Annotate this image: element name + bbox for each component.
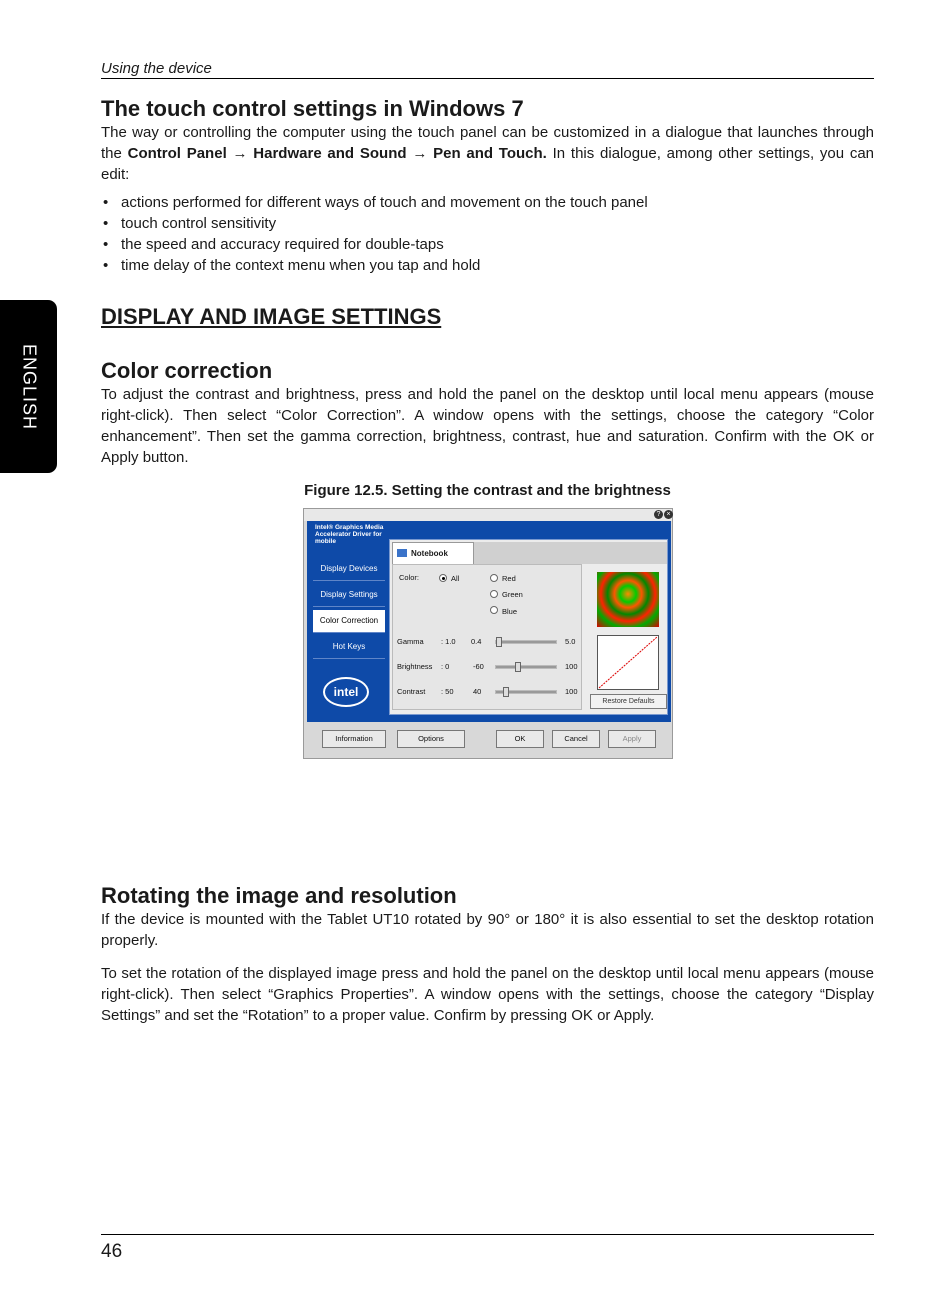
brightness-max: 100 bbox=[565, 662, 578, 671]
touch-settings-body bbox=[101, 122, 874, 276]
gamma-curve-graph bbox=[597, 635, 659, 690]
radio-green bbox=[490, 590, 498, 598]
color-settings-area bbox=[392, 564, 582, 710]
path-hardware-sound: Hardware and Sound bbox=[253, 145, 407, 162]
radio-red bbox=[490, 574, 498, 582]
nav-hot-keys: Hot Keys bbox=[313, 636, 385, 659]
dialog-main-area bbox=[307, 521, 671, 722]
list-item: • time delay of the context menu when you tap and hold bbox=[101, 255, 874, 276]
color-preview-image bbox=[597, 572, 659, 627]
radio-red-label: Red bbox=[502, 574, 516, 583]
language-tab-label: ENGLISH bbox=[19, 343, 39, 430]
radio-green-label: Green bbox=[502, 590, 523, 599]
arrow-1: → bbox=[232, 145, 248, 162]
color-correction-paragraph: To adjust the contrast and brightness, press and hold the panel on the desktop until local menu appears (mouse right-click). Then select “Color Correction”. A window opens with the settings, choose the category “Color enhancement”. Then set the gamma correction, brightness, contrast, hue and saturation. Confirm with the OK or Apply button. bbox=[101, 386, 874, 466]
help-icon: ? bbox=[654, 510, 663, 519]
radio-blue-label: Blue bbox=[502, 607, 518, 616]
running-header: Using the device bbox=[101, 60, 212, 77]
apply-button: Apply bbox=[608, 730, 656, 748]
list-item: • actions performed for different ways of touch and movement on the touch panel bbox=[101, 192, 874, 213]
contrast-min: 40 bbox=[473, 687, 482, 696]
driver-brand-text: Intel® Graphics Media Accelerator Driver for mobile bbox=[315, 524, 384, 545]
brightness-label: Brightness bbox=[397, 662, 433, 671]
rotation-body bbox=[101, 909, 874, 1026]
touch-settings-heading: The touch control settings in Windows 7 bbox=[101, 96, 524, 121]
nav-display-settings: Display Settings bbox=[313, 584, 385, 607]
footer-rule bbox=[101, 1234, 874, 1235]
radio-all-label: All bbox=[451, 574, 460, 583]
gamma-slider-track bbox=[495, 640, 557, 644]
rotation-heading: Rotating the image and resolution bbox=[101, 883, 457, 908]
touch-intro-b: In this dialogue, among other settings, you can edit: bbox=[101, 145, 875, 183]
options-button: Options bbox=[397, 730, 465, 748]
close-icon: × bbox=[664, 510, 673, 519]
language-tab bbox=[0, 300, 57, 473]
list-item: • the speed and accuracy required for double-taps bbox=[101, 234, 874, 255]
touch-options-list bbox=[101, 192, 874, 276]
cancel-button: Cancel bbox=[552, 730, 600, 748]
color-correction-heading: Color correction bbox=[101, 358, 273, 383]
path-control-panel: Control Panel bbox=[127, 145, 227, 162]
display-settings-heading: DISPLAY AND IMAGE SETTINGS bbox=[101, 304, 442, 329]
brightness-min: -60 bbox=[473, 662, 484, 671]
contrast-label: Contrast bbox=[397, 687, 426, 696]
rotation-paragraph-1: If the device is mounted with the Tablet UT10 rotated by 90° or 180° it is also essential to set the desktop rotation properly. bbox=[101, 911, 874, 949]
gamma-min: 0.4 bbox=[471, 637, 482, 646]
brightness-slider-thumb bbox=[515, 662, 521, 672]
contrast-max: 100 bbox=[565, 687, 578, 696]
rotation-paragraph-2: To set the rotation of the displayed image press and hold the panel on the desktop until local menu appears (mouse right-click). Then select “Graphics Properties”. A window opens with the settings, choose the category “Display Settings” and set the “Rotation” to a proper value. Confirm by pressing OK or Apply. bbox=[101, 965, 874, 1024]
path-pen-touch: Pen and Touch. bbox=[433, 145, 547, 162]
intel-logo: intel bbox=[323, 677, 369, 707]
restore-defaults-button: Restore Defaults bbox=[590, 694, 667, 709]
tab-strip bbox=[474, 542, 667, 564]
brightness-slider-track bbox=[495, 665, 557, 669]
radio-all bbox=[439, 574, 447, 582]
color-label: Color: bbox=[399, 573, 420, 582]
list-item: • touch control sensitivity bbox=[101, 213, 874, 234]
touch-intro-paragraph bbox=[101, 122, 874, 185]
gamma-value: : 1.0 bbox=[441, 637, 456, 646]
settings-panel bbox=[389, 539, 668, 715]
notebook-icon bbox=[397, 549, 407, 557]
nav-color-correction: Color Correction bbox=[313, 610, 385, 633]
touch-intro-a: The way or controlling the computer using the touch panel can be customized in a dialogue that launches through the bbox=[101, 124, 874, 162]
graphics-dialog-screenshot bbox=[303, 508, 673, 759]
tab-notebook-label: Notebook bbox=[411, 549, 448, 558]
ok-button: OK bbox=[496, 730, 544, 748]
tab-notebook bbox=[392, 542, 474, 564]
gamma-slider-thumb bbox=[496, 637, 502, 647]
nav-display-devices: Display Devices bbox=[313, 558, 385, 581]
dialog-titlebar bbox=[304, 509, 672, 521]
contrast-slider-thumb bbox=[503, 687, 509, 697]
brightness-value: : 0 bbox=[441, 662, 450, 671]
gamma-max: 5.0 bbox=[565, 637, 576, 646]
header-rule bbox=[101, 60, 874, 79]
radio-blue bbox=[490, 606, 498, 614]
page-number: 46 bbox=[101, 1241, 123, 1262]
figure-caption: Figure 12.5. Setting the contrast and the brightness bbox=[304, 482, 671, 499]
contrast-value: : 50 bbox=[441, 687, 454, 696]
gamma-label: Gamma bbox=[397, 637, 424, 646]
arrow-2: → bbox=[412, 145, 428, 162]
information-button: Information bbox=[322, 730, 386, 748]
color-correction-body bbox=[101, 384, 874, 468]
